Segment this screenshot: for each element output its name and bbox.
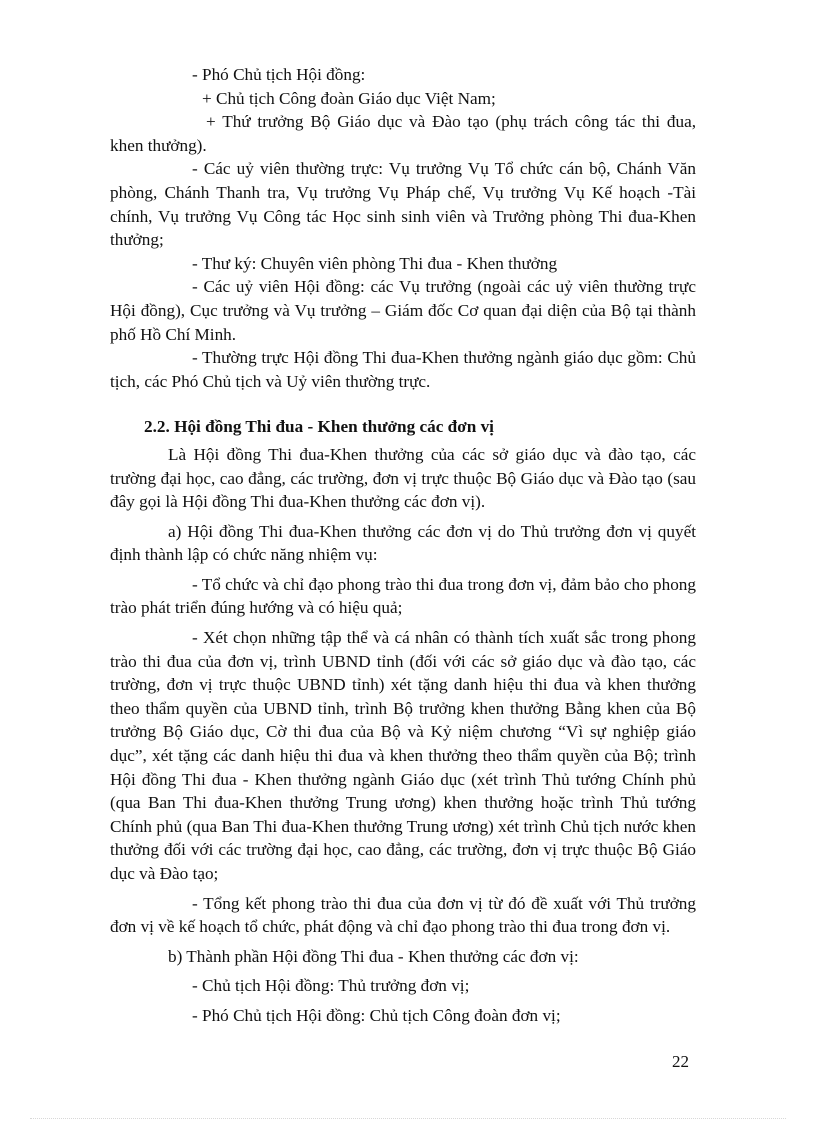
paragraph-vice-chair-label: - Phó Chủ tịch Hội đồng: [192,65,366,84]
paragraph-item-b: b) Thành phần Hội đồng Thi đua - Khen thưởng các đơn vị: [168,946,579,966]
paragraph-chair: - Chủ tịch Hội đồng: Thủ trưởng đơn vị; [192,976,470,996]
paragraph-organize: - Tổ chức và chỉ đạo phong trào thi đua trong đơn vị, đảm bảo cho phong trào phát triển đúng hướng và có hiệu quả; [110,574,696,618]
paragraph-council-members: - Các uỷ viên Hội đồng: các Vụ trưởng (ngoài các uỷ viên thường trực Hội đồng), Cục trưởng và Vụ trưởng – Giám đốc Cơ quan đại diện của Bộ tại thành phố Hồ Chí Minh. [110,277,696,344]
section-heading: 2.2. Hội đồng Thi đua - Khen thưởng các đơn vị [144,417,494,437]
paragraph-item-a: a) Hội đồng Thi đua-Khen thưởng các đơn vị do Thủ trưởng đơn vị quyết định thành lập có chức năng nhiệm vụ: [110,521,696,565]
document-page [110,63,696,1028]
paragraph-union-chair: + Chủ tịch Công đoàn Giáo dục Việt Nam; [202,88,496,108]
page-number: 22 [672,1052,689,1071]
paragraph-secretary: - Thư ký: Chuyên viên phòng Thi đua - Khen thưởng [192,253,558,273]
paragraph-selection: - Xét chọn những tập thể và cá nhân có thành tích xuất sắc trong phong trào thi đua của đơn vị, trình UBND tỉnh (đối với các sở giáo dục và đào tạo, các trường, đơn vị trực thuộc UBND tỉnh) xét tặng danh hiệu thi đua và khen thưởng theo thẩm quyền của UBND tỉnh, trình Bộ trưởng khen thưởng Bằng khen của Bộ trưởng Bộ Giáo dục, Cờ thi đua của Bộ và Kỷ niệm chương “Vì sự nghiệp giáo dục”, xét tặng các danh hiệu thi đua và khen thưởng theo thẩm quyền của Bộ; trình Hội đồng Thi đua - Khen thưởng ngành Giáo dục (xét trình Thủ tướng Chính phủ (qua Ban Thi đua-Khen thưởng Trung ương) khen thưởng hoặc trình Thủ tướng Chính phủ (qua Ban Thi đua-Khen thưởng Trung ương) xét trình Chủ tịch nước khen thưởng đối với các trường đại học, cao đẳng, các trường, đơn vị trực thuộc Bộ Giáo dục và Đào tạo; [110,628,696,883]
paragraph-deputy-minister: + Thứ trưởng Bộ Giáo dục và Đào tạo (phụ trách công tác thi đua, khen thưởng). [110,112,696,155]
paragraph-definition: Là Hội đồng Thi đua-Khen thưởng của các sở giáo dục và đào tạo, các trường đại học, cao đẳng, các trường, đơn vị trực thuộc Bộ Giáo dục và Đào tạo (sau đây gọi là Hội đồng Thi đua-Khen thưởng các đơn vị). [110,444,696,512]
paragraph-standing-members: - Các uỷ viên thường trực: Vụ trưởng Vụ Tổ chức cán bộ, Chánh Văn phòng, Chánh Thanh tra, Vụ trưởng Vụ Pháp chế, Vụ trưởng Vụ Kế hoạch -Tài chính, Vụ trưởng Vụ Công tác Học sinh sinh viên và Trưởng phòng Thi đua-Khen thưởng; [110,159,696,250]
paragraph-vice-chair: - Phó Chủ tịch Hội đồng: Chủ tịch Công đoàn đơn vị; [192,1005,561,1025]
paragraph-standing-committee: - Thường trực Hội đồng Thi đua-Khen thưởng ngành giáo dục gồm: Chủ tịch, các Phó Chủ tịch và Uỷ viên thường trực. [110,348,696,391]
paragraph-summary: - Tổng kết phong trào thi đua của đơn vị từ đó đề xuất với Thủ trưởng đơn vị về kế hoạch tổ chức, phát động và chỉ đạo phong trào thi đua trong đơn vị. [110,893,696,937]
footer-divider [30,1118,786,1119]
